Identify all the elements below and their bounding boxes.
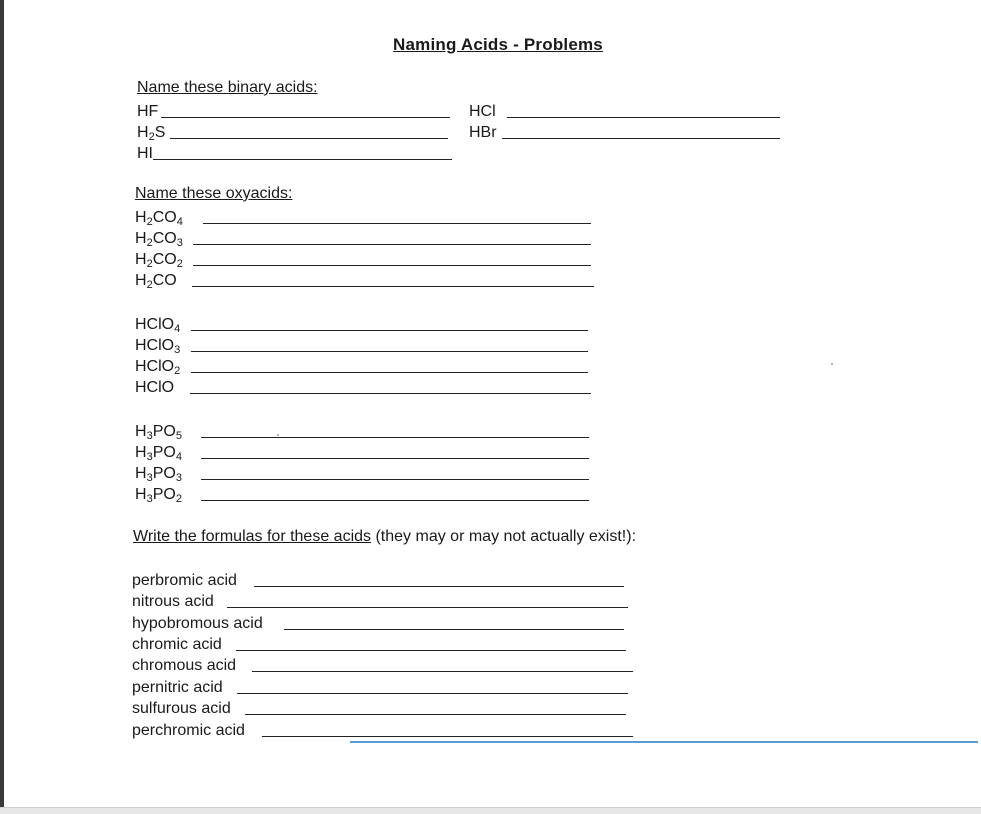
answer-blank[interactable] [262,736,633,737]
oxy-row [135,484,590,505]
oxy-row [135,228,592,249]
oxy-row [135,207,592,228]
binary-row-hbr [469,122,781,143]
answer-blank[interactable] [191,372,588,373]
formula-row [132,655,635,676]
answer-blank[interactable] [201,500,589,501]
formula-label: $H_2CO_3$ [135,230,183,249]
formula-label: HClO$_2$ [135,358,181,377]
answer-blank[interactable] [284,629,624,630]
formula-label: $H_2CO$ [135,272,177,291]
binary-row-hf [137,101,452,122]
answer-blank[interactable] [252,671,633,672]
formula-label: HClO [135,379,175,396]
formula-row [132,677,630,698]
answer-blank[interactable] [203,223,591,224]
scan-speck [831,363,833,365]
scan-speck [277,434,279,436]
formula-label: HClO$_3$ [135,337,181,356]
formula-label: HCl [469,103,496,120]
binary-row-hi [137,143,452,164]
answer-blank[interactable] [227,607,628,608]
text-cursor-line [350,741,978,743]
formula-label: $H_3PO_2$ [135,486,182,505]
formulas-heading-rest: (they may or may not actually exist!): [371,528,637,545]
acid-name-label: sulfurous acid [132,700,231,717]
formula-label: HI [137,145,153,162]
binary-row-hcl [469,101,781,122]
oxy-row [135,249,592,270]
formulas-heading [133,528,636,546]
answer-blank[interactable] [201,479,589,480]
answer-blank[interactable] [193,265,591,266]
answer-blank[interactable] [254,586,624,587]
formula-label: $H_3PO_5$ [135,423,182,442]
oxy-row [135,463,590,484]
answer-blank[interactable] [193,244,591,245]
oxy-row [135,335,590,356]
oxy-row [135,356,590,377]
formula-label: $H_3PO_4$ [135,444,182,463]
answer-blank[interactable] [236,650,626,651]
formulas-heading-underlined: Write the formulas for these acids [133,528,372,545]
answer-blank[interactable] [507,117,780,118]
answer-blank[interactable] [170,138,448,139]
answer-blank[interactable] [191,351,588,352]
oxy-row [135,377,592,398]
formula-row [132,720,635,741]
page-title: Naming Acids - Problems [393,35,603,54]
acid-name-label: chromic acid [132,636,222,653]
formula-label: HClO$_4$ [135,316,181,335]
acid-name-label: pernitric acid [132,679,223,696]
answer-blank[interactable] [237,693,628,694]
formula-row [132,570,626,591]
formula-row [132,634,628,655]
acid-name-label: hypobromous acid [132,615,263,632]
oxy-row [135,270,595,291]
binary-row-h2s [137,122,452,143]
answer-blank[interactable] [153,159,452,160]
oxy-row [135,314,590,335]
answer-blank[interactable] [502,138,780,139]
formula-label: HBr [469,124,497,141]
formula-row [132,591,630,612]
formula-label: $H_2S$ [137,124,166,143]
answer-blank[interactable] [161,117,450,118]
answer-blank[interactable] [191,330,588,331]
acid-name-label: perchromic acid [132,722,245,739]
formula-label: $H_3PO_3$ [135,465,182,484]
formula-label: HF [137,103,159,120]
binary-acids-heading: Name these binary acids: [137,79,318,96]
answer-blank[interactable] [190,393,591,394]
formula-label: $H_2CO_4$ [135,209,183,228]
oxy-row [135,442,590,463]
acid-name-label: perbromic acid [132,572,237,589]
answer-blank[interactable] [201,458,589,459]
formula-label: $H_2CO_2$ [135,251,183,270]
formula-row [132,698,628,719]
oxyacids-heading: Name these oxyacids: [135,185,293,202]
acid-name-label: chromous acid [132,657,237,674]
formula-row [132,613,626,634]
answer-blank[interactable] [201,437,589,438]
oxy-row [135,421,590,442]
acid-name-label: nitrous acid [132,593,214,610]
answer-blank[interactable] [245,714,626,715]
answer-blank[interactable] [192,286,594,287]
